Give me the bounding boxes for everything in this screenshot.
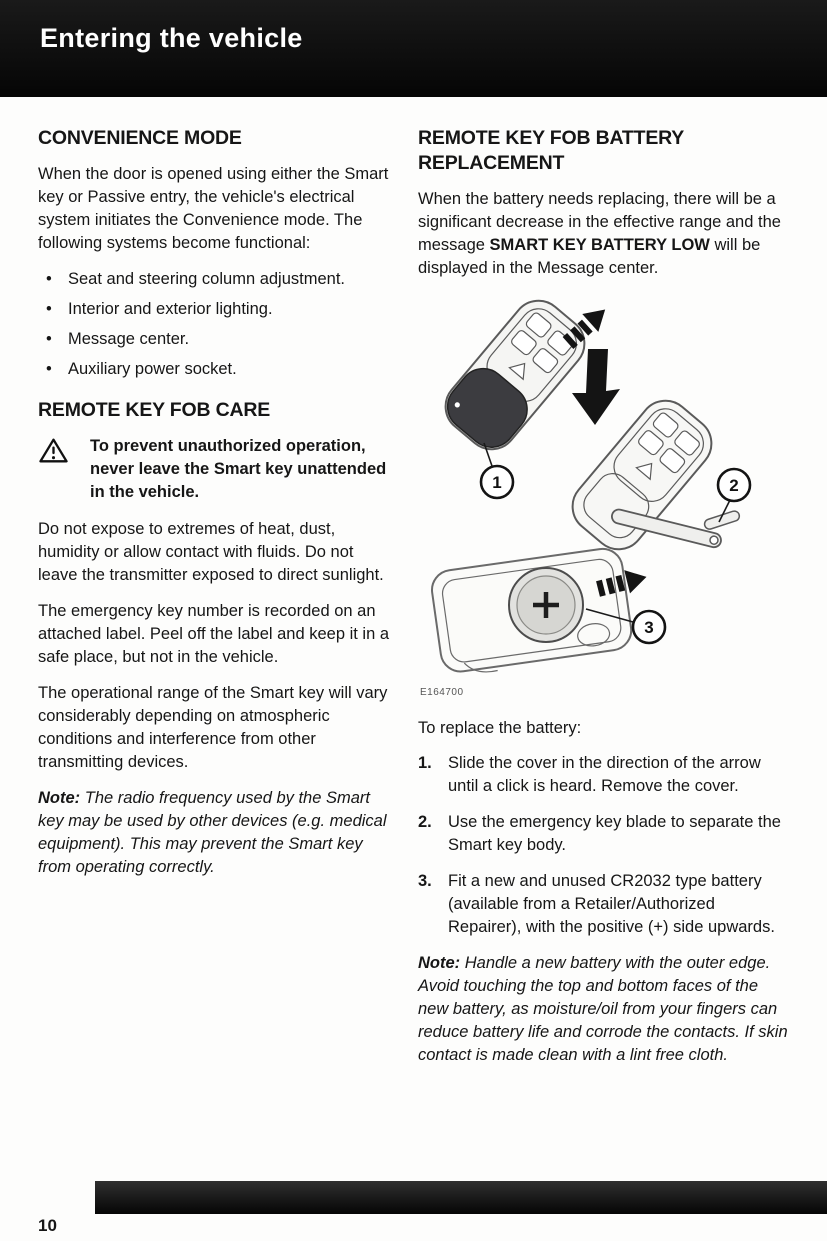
callout-3-number: 3 (644, 618, 654, 637)
figure-reference-code: E164700 (420, 687, 464, 698)
warning-triangle-icon (38, 435, 90, 504)
warning-triangle-svg (38, 437, 69, 464)
note-label: Note: (418, 954, 461, 972)
battery-low-message: SMART KEY BATTERY LOW (489, 236, 710, 254)
convenience-bullet-list (38, 268, 390, 381)
bullet-text: Auxiliary power socket. (68, 360, 237, 378)
warning-text: To prevent unauthorized operation, never leave the Smart key unattended in the vehicle. (90, 437, 387, 501)
step-item (418, 752, 792, 798)
step-number: 2. (418, 813, 432, 831)
step-text: Fit a new and unused CR2032 type battery (available from a Retailer/Authorized Repairer), with the positive (+) side upwards. (448, 872, 775, 936)
right-column (418, 126, 792, 1080)
note-text: Handle a new battery with the outer edge. Avoid touching the top and bottom faces of the new battery, as moisture/oil from your fingers can reduce battery life and corrode the contacts. If skin contact is made clean with a lint free cloth. (418, 954, 788, 1064)
care-paragraph: The operational range of the Smart key will vary considerably depending on atmospheric conditions and interference from other transmitting devices. (38, 684, 388, 771)
care-paragraph: Do not expose to extremes of heat, dust, humidity or allow contact with fluids. Do not leave the transmitter exposed to direct sunlight. (38, 520, 384, 584)
bullet-item (38, 328, 390, 351)
cr2032-battery (509, 568, 583, 642)
note-paragraph (38, 787, 390, 879)
heading-battery-replacement: REMOTE KEY FOB BATTERY REPLACEMENT (418, 127, 684, 174)
page-title: Entering the vehicle (40, 23, 303, 53)
step-number: 1. (418, 754, 432, 772)
note-text: The radio frequency used by the Smart key may be used by other devices (e.g. medical equipment). This may prevent the Smart key from operating correctly. (38, 789, 387, 876)
note-label: Note: (38, 789, 81, 807)
convenience-intro-paragraph: When the door is opened using either the Smart key or Passive entry, the vehicle's electrical system initiates the Convenience mode. The following systems become functional: (38, 165, 389, 252)
bullet-text: Seat and steering column adjustment. (68, 270, 345, 288)
callout-1-number: 1 (492, 473, 502, 492)
step-text: Use the emergency key blade to separate the Smart key body. (448, 813, 781, 854)
smart-key-fob-top (435, 293, 595, 460)
battery-intro-paragraph (418, 188, 792, 280)
step-text: Slide the cover in the direction of the arrow until a click is heard. Remove the cover. (448, 754, 761, 795)
battery-intro-pre: When the battery needs replacing, there will be a significant decrease in the effective range and the message (418, 190, 781, 254)
heading-remote-key-fob-care: REMOTE KEY FOB CARE (38, 399, 271, 421)
battery-intro-post: will be displayed in the Message center. (418, 236, 761, 277)
battery-replacement-steps (418, 752, 792, 939)
key-fob-illustration (418, 293, 792, 707)
bullet-text: Message center. (68, 330, 190, 348)
note-paragraph (418, 952, 792, 1067)
footer-bar (95, 1181, 827, 1214)
page-header (0, 0, 827, 97)
page-content (0, 97, 827, 1080)
step-number: 3. (418, 872, 432, 890)
bullet-item (38, 358, 390, 381)
page-number: 10 (38, 1216, 57, 1235)
bullet-item (38, 268, 390, 291)
bullet-text: Interior and exterior lighting. (68, 300, 273, 318)
key-fob-diagram-svg (418, 293, 792, 703)
heading-convenience-mode: CONVENIENCE MODE (38, 127, 242, 149)
care-paragraph: The emergency key number is recorded on an attached label. Peel off the label and keep it in a safe place, but not in the vehicle. (38, 602, 390, 666)
bullet-item (38, 298, 390, 321)
callout-2-number: 2 (729, 476, 739, 495)
warning-block (38, 435, 390, 504)
step-item (418, 870, 792, 939)
left-column (38, 126, 390, 1080)
steps-intro: To replace the battery: (418, 719, 582, 737)
step-item (418, 811, 792, 857)
